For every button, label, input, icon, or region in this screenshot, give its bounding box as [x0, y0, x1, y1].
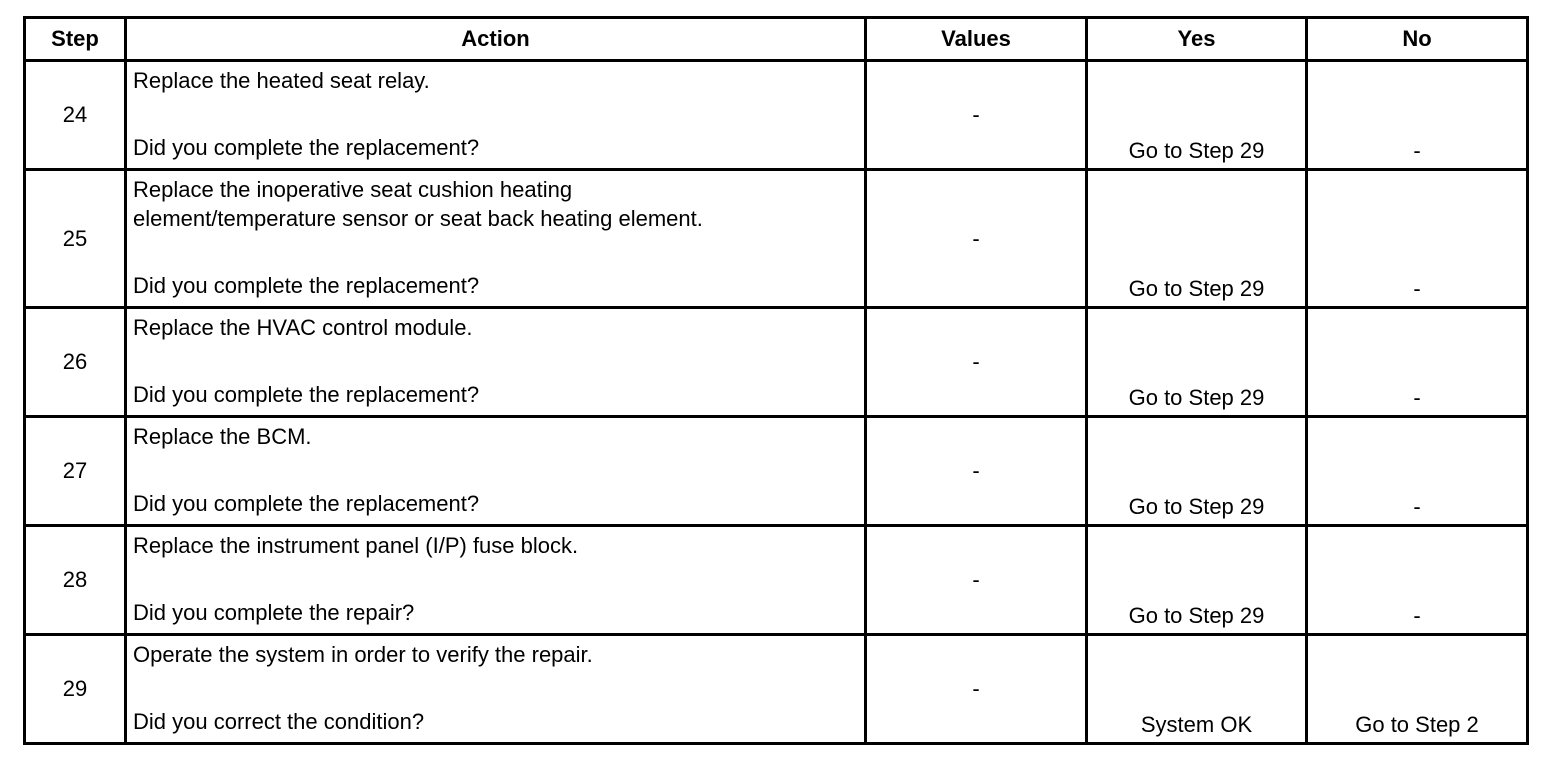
- header-step: Step: [25, 18, 126, 61]
- action-question: Did you complete the replacement?: [133, 491, 480, 516]
- no-cell: [1307, 417, 1528, 526]
- step-number: 29: [25, 635, 126, 744]
- action-instruction: Replace the inoperative seat cushion heating: [133, 177, 573, 202]
- no-cell: [1307, 170, 1528, 308]
- table-row: [25, 61, 1528, 170]
- action-question: Did you complete the replacement?: [133, 382, 480, 407]
- header-row: [25, 18, 1528, 61]
- action-question: Did you correct the condition?: [133, 709, 425, 734]
- yes-result: Go to Step 29: [1128, 385, 1265, 410]
- action-question: Did you complete the replacement?: [133, 273, 480, 298]
- yes-cell: [1087, 526, 1307, 635]
- yes-cell: [1087, 308, 1307, 417]
- no-result: Go to Step 2: [1355, 712, 1479, 737]
- header-action: Action: [126, 18, 866, 61]
- values-cell: -: [866, 61, 1087, 170]
- no-result: -: [1413, 385, 1421, 410]
- header-yes: Yes: [1087, 18, 1307, 61]
- no-cell: [1307, 635, 1528, 744]
- action-instruction: Replace the BCM.: [133, 424, 312, 449]
- yes-cell: [1087, 170, 1307, 308]
- header-values: Values: [866, 18, 1087, 61]
- table-row: [25, 170, 1528, 308]
- no-result: -: [1413, 494, 1421, 519]
- action-instruction: Operate the system in order to verify the repair.: [133, 642, 593, 667]
- no-result: -: [1413, 603, 1421, 628]
- diagnostic-table: [23, 16, 1529, 745]
- action-instruction: Replace the heated seat relay.: [133, 68, 430, 93]
- action-cell: [126, 170, 866, 308]
- no-result: -: [1413, 276, 1421, 301]
- yes-cell: [1087, 635, 1307, 744]
- table-row: [25, 308, 1528, 417]
- yes-result: Go to Step 29: [1128, 276, 1265, 301]
- step-number: 28: [25, 526, 126, 635]
- no-result: -: [1413, 138, 1421, 163]
- action-cell: [126, 308, 866, 417]
- step-number: 26: [25, 308, 126, 417]
- table-row: [25, 526, 1528, 635]
- no-cell: [1307, 526, 1528, 635]
- action-cell: [126, 61, 866, 170]
- action-instruction: Replace the instrument panel (I/P) fuse block.: [133, 533, 579, 558]
- no-cell: [1307, 61, 1528, 170]
- header-no: No: [1307, 18, 1528, 61]
- action-cell: [126, 526, 866, 635]
- table-row: [25, 417, 1528, 526]
- yes-result: Go to Step 29: [1128, 138, 1265, 163]
- yes-cell: [1087, 61, 1307, 170]
- values-cell: -: [866, 308, 1087, 417]
- action-instruction: Replace the HVAC control module.: [133, 315, 473, 340]
- values-cell: -: [866, 170, 1087, 308]
- yes-cell: [1087, 417, 1307, 526]
- action-question: Did you complete the replacement?: [133, 135, 480, 160]
- step-number: 24: [25, 61, 126, 170]
- action-cell: [126, 417, 866, 526]
- yes-result: System OK: [1140, 712, 1253, 737]
- step-number: 25: [25, 170, 126, 308]
- yes-result: Go to Step 29: [1128, 494, 1265, 519]
- values-cell: -: [866, 417, 1087, 526]
- values-cell: -: [866, 526, 1087, 635]
- yes-result: Go to Step 29: [1128, 603, 1265, 628]
- no-cell: [1307, 308, 1528, 417]
- values-cell: -: [866, 635, 1087, 744]
- action-cell: [126, 635, 866, 744]
- action-question: Did you complete the repair?: [133, 600, 415, 625]
- action-instruction: element/temperature sensor or seat back heating element.: [133, 206, 703, 231]
- table-row: [25, 635, 1528, 744]
- step-number: 27: [25, 417, 126, 526]
